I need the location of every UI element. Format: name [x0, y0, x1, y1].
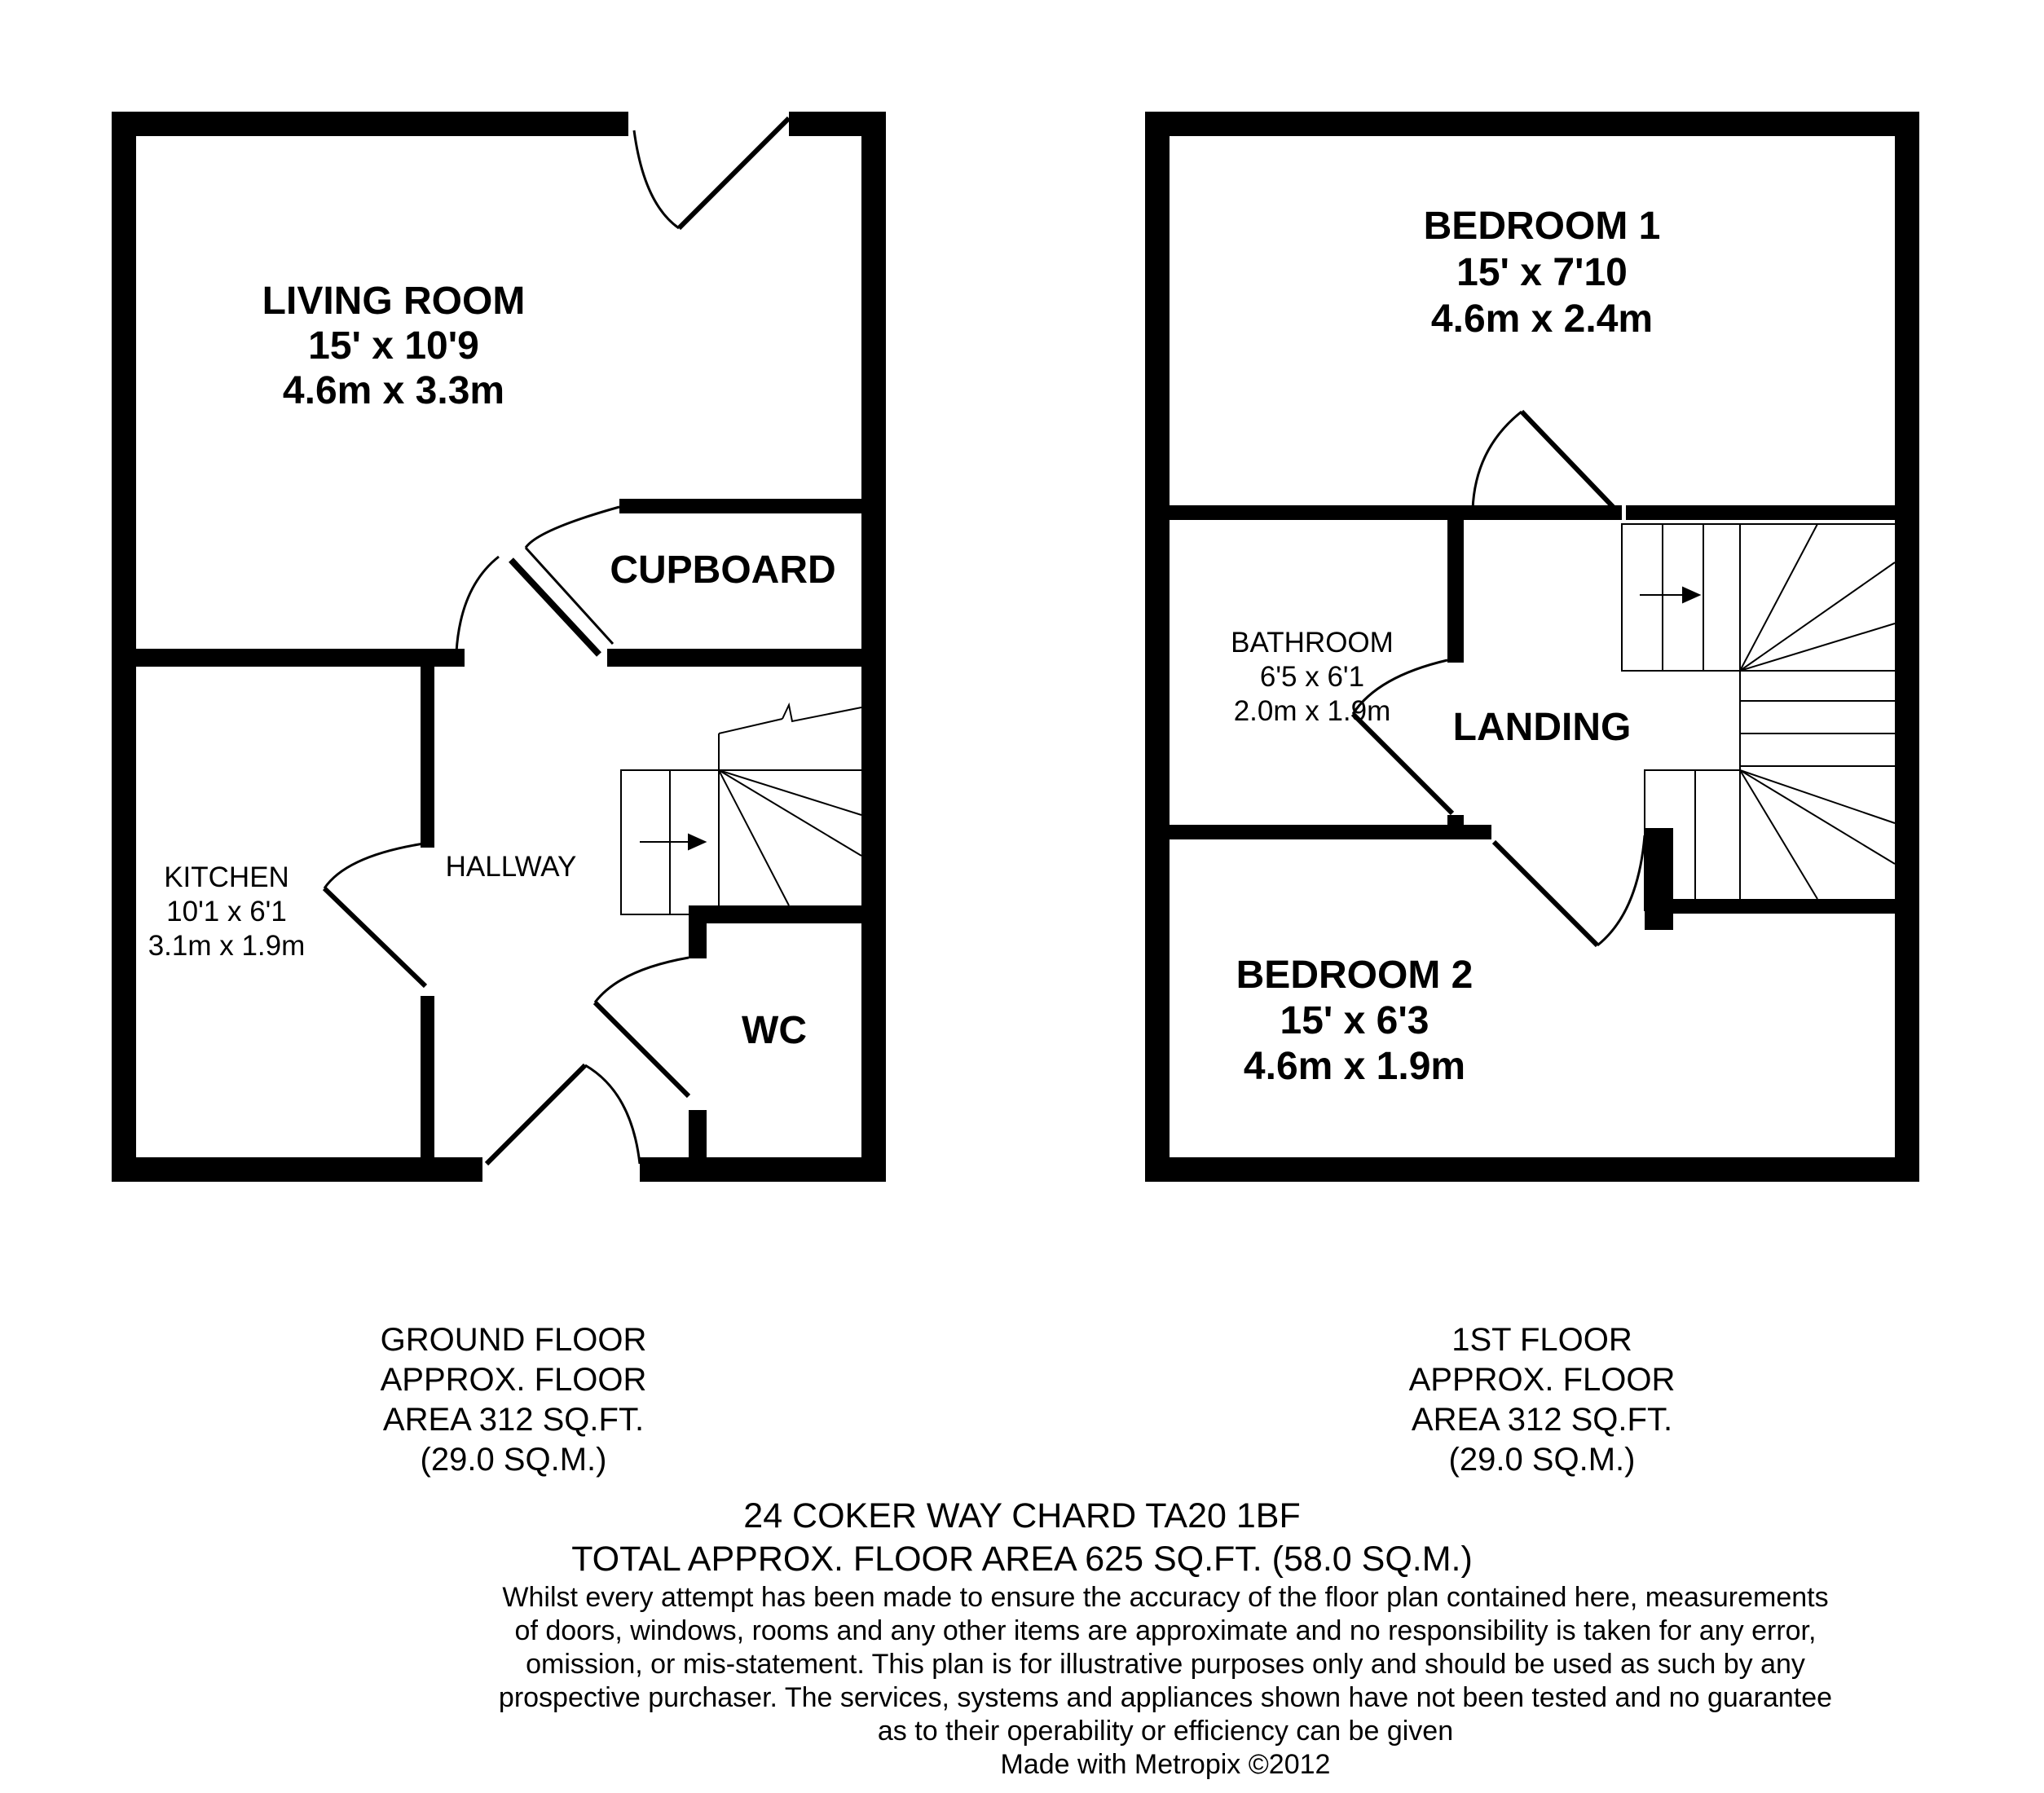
living-room-metric: 4.6m x 3.3m [282, 369, 505, 412]
wc-name: WC [742, 1009, 807, 1052]
ground-floor-stairs [621, 705, 861, 914]
ground-floor-doors [324, 118, 789, 1164]
first-floor-caption-line: APPROX. FLOOR [1408, 1362, 1676, 1398]
ground-floor-caption-line: AREA 312 SQ.FT. [382, 1402, 645, 1438]
bedroom-1-imperial: 15' x 7'10 [1456, 251, 1628, 294]
landing-name: LANDING [1452, 706, 1632, 749]
bedroom-1-name: BEDROOM 1 [1423, 205, 1661, 248]
ground-floor-caption-line: (29.0 SQ.M.) [420, 1442, 607, 1478]
kitchen-metric: 3.1m x 1.9m [148, 930, 306, 962]
bathroom-metric: 2.0m x 1.9m [1233, 695, 1391, 727]
ground-floor-plan [112, 112, 886, 1182]
living-room-imperial: 15' x 10'9 [308, 324, 479, 368]
disclaimer-line: Whilst every attempt has been made to ensure the accuracy of the floor plan contained here, measurements [502, 1582, 1829, 1613]
living-room-name: LIVING ROOM [262, 280, 526, 323]
first-floor-caption [1379, 1320, 1705, 1480]
credit-line: Made with Metropix ©2012 [1000, 1749, 1331, 1780]
cupboard-name: CUPBOARD [610, 548, 836, 592]
ground-floor-caption-line: GROUND FLOOR [380, 1322, 647, 1358]
disclaimer-text [391, 1581, 1940, 1782]
first-floor-caption-line: AREA 312 SQ.FT. [1411, 1402, 1673, 1438]
first-floor-plan [1145, 112, 1919, 1182]
bedroom-2-metric: 4.6m x 1.9m [1243, 1045, 1466, 1088]
disclaimer-line: as to their operability or efficiency can be given [877, 1716, 1454, 1747]
ground-floor-caption-line: APPROX. FLOOR [380, 1362, 647, 1398]
hallway-name: HALLWAY [445, 851, 577, 883]
first-floor-doors [1353, 412, 1645, 945]
property-address: 24 COKER WAY CHARD TA20 1BF [743, 1496, 1301, 1535]
bedroom-2-imperial: 15' x 6'3 [1280, 999, 1429, 1042]
ground-floor-caption [350, 1320, 676, 1480]
bedroom-1-metric: 4.6m x 2.4m [1430, 297, 1654, 341]
disclaimer-line: omission, or mis-statement. This plan is for illustrative purposes only and should be used as such by any [526, 1649, 1805, 1680]
bedroom-2-name: BEDROOM 2 [1236, 954, 1474, 997]
disclaimer-line: of doors, windows, rooms and any other items are approximate and no responsibility is taken for any error, [514, 1615, 1817, 1646]
first-floor-caption-line: (29.0 SQ.M.) [1448, 1442, 1636, 1478]
kitchen-name: KITCHEN [164, 861, 289, 893]
bathroom-imperial: 6'5 x 6'1 [1259, 661, 1365, 693]
kitchen-imperial: 10'1 x 6'1 [166, 896, 287, 927]
bathroom-name: BATHROOM [1231, 627, 1394, 659]
first-floor-caption-line: 1ST FLOOR [1452, 1322, 1632, 1358]
first-floor-room-labels [1231, 205, 1660, 1088]
disclaimer-line: prospective purchaser. The services, systems and appliances shown have not been tested and no guarantee [498, 1682, 1833, 1713]
total-floor-area: TOTAL APPROX. FLOOR AREA 625 SQ.FT. (58.0 SQ.M.) [571, 1540, 1473, 1579]
